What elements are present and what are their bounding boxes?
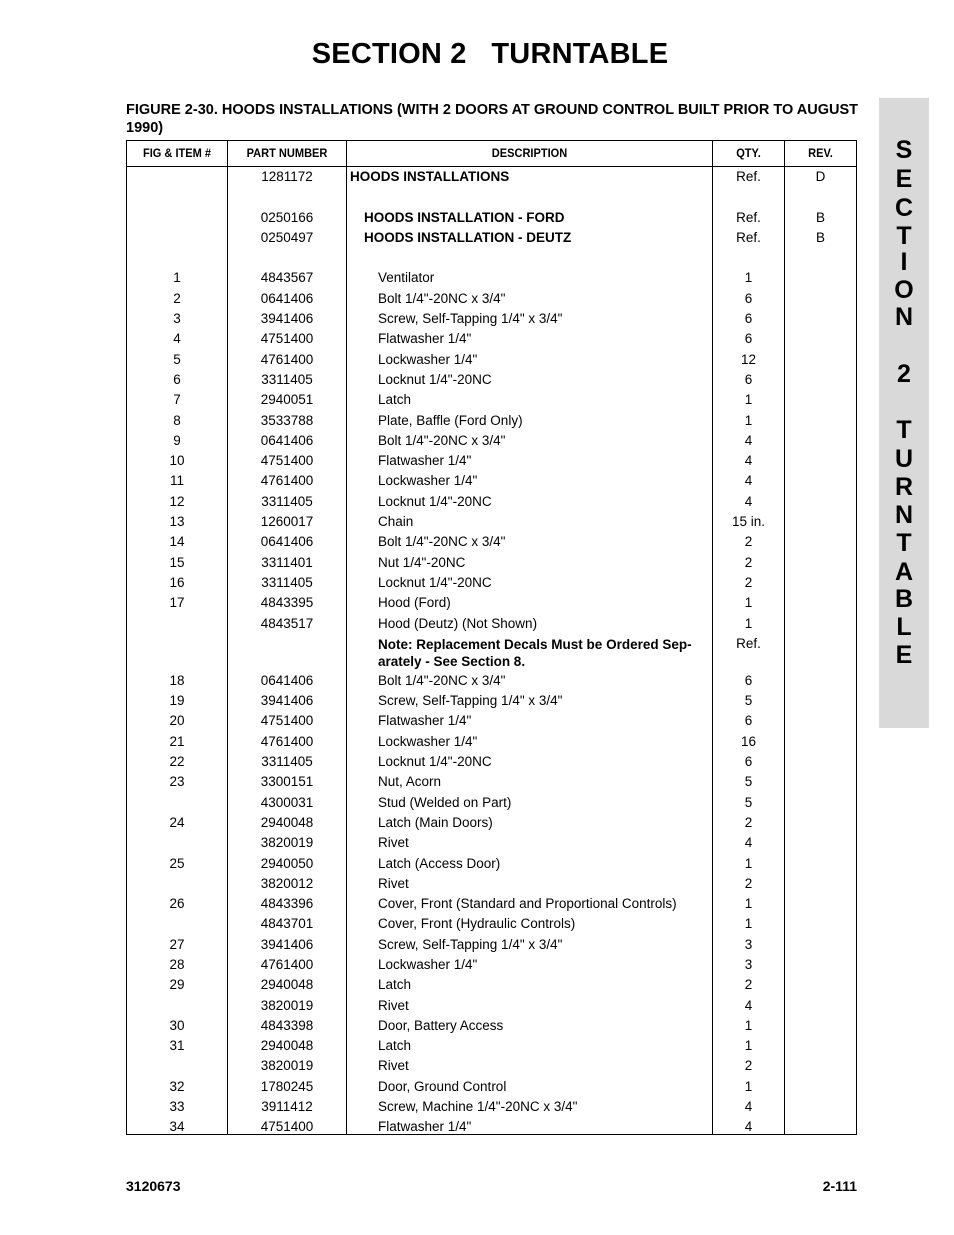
table-row: [127, 532, 856, 552]
fig-item-cell: 21: [169, 733, 185, 749]
part-number-cell: 2940048: [260, 814, 314, 830]
side-tab-letter: N: [894, 501, 914, 529]
fig-item-cell: 29: [169, 977, 185, 993]
table-row: [127, 955, 856, 975]
fig-item-cell: 18: [169, 672, 185, 688]
qty-cell: 1: [744, 1017, 753, 1033]
description-cell: Screw, Machine 1/4"-20NC x 3/4": [378, 1099, 578, 1115]
part-number-cell: 3941406: [260, 693, 314, 709]
part-number-cell: 1780245: [260, 1078, 314, 1094]
description-cell: Bolt 1/4"-20NC x 3/4": [378, 290, 506, 306]
fig-item-cell: 24: [169, 814, 185, 830]
side-tab-letter: C: [894, 194, 914, 222]
description-cell: Lockwasher 1/4": [378, 956, 478, 972]
table-row: [127, 914, 856, 934]
side-tab-letter: L: [896, 613, 912, 641]
qty-cell: 5: [744, 693, 753, 709]
fig-item-cell: 1: [173, 270, 181, 286]
description-cell: Latch (Main Doors): [378, 814, 493, 830]
side-tab-letter: 2: [897, 360, 911, 388]
table-row: [127, 471, 856, 491]
description-cell: Screw, Self-Tapping 1/4" x 3/4": [378, 311, 563, 327]
table-row: [127, 975, 856, 995]
qty-cell: 2: [744, 814, 753, 830]
description-cell: Cover, Front (Hydraulic Controls): [378, 916, 576, 932]
part-number-cell: 2940048: [260, 977, 314, 993]
table-row: [127, 874, 856, 894]
qty-cell: 12: [740, 351, 757, 367]
rev-cell: B: [815, 229, 825, 245]
side-tab-letter: T: [896, 529, 912, 557]
description-cell: Locknut 1/4"-20NC: [378, 754, 492, 770]
description-cell: Flatwasher 1/4": [378, 713, 472, 729]
qty-cell: Ref.: [736, 209, 761, 225]
table-row: [127, 512, 856, 532]
side-tab-letter: E: [895, 165, 913, 193]
figure-title: FIGURE 2-30. HOODS INSTALLATIONS (WITH 2 DOORS AT GROUND CONTROL BUILT PRIOR TO AUGUST 1990): [126, 102, 858, 136]
table-header: [127, 141, 856, 167]
table-row: [127, 228, 856, 248]
fig-item-cell: 2: [173, 290, 181, 306]
description-cell: Screw, Self-Tapping 1/4" x 3/4": [378, 693, 563, 709]
fig-item-cell: 26: [169, 896, 185, 912]
description-cell: Screw, Self-Tapping 1/4" x 3/4": [378, 936, 563, 952]
description-cell: Chain: [378, 514, 414, 530]
qty-cell: Ref.: [736, 169, 761, 184]
part-number-cell: 2940050: [260, 855, 314, 871]
table-row: [127, 268, 856, 288]
qty-cell: 1: [744, 855, 753, 871]
part-number-cell: 3911412: [261, 1099, 313, 1115]
side-tab-letter: O: [894, 276, 914, 304]
side-tab-letter: B: [894, 585, 914, 613]
fig-item-cell: 10: [169, 453, 185, 469]
description-cell: Lockwasher 1/4": [378, 473, 478, 489]
side-tab-letter: R: [894, 473, 914, 501]
part-number-cell: 3941406: [260, 311, 314, 327]
qty-cell: 1: [744, 270, 753, 286]
qty-cell: 2: [744, 534, 753, 550]
table-row: [127, 691, 856, 711]
col-header-part-number: PART NUMBER: [246, 146, 328, 160]
table-row: [127, 593, 856, 613]
qty-cell: 15 in.: [731, 514, 766, 530]
qty-cell: 2: [744, 554, 753, 570]
description-cell: Door, Battery Access: [378, 1017, 504, 1033]
part-number-cell: 0250497: [260, 229, 314, 245]
description-cell: HOODS INSTALLATION - DEUTZ: [364, 229, 572, 245]
fig-item-cell: 31: [169, 1038, 185, 1054]
fig-item-cell: 23: [169, 774, 185, 790]
table-row: [127, 996, 856, 1016]
part-number-cell: 4843701: [260, 916, 314, 932]
table-row: [127, 573, 856, 593]
part-number-cell: 4300031: [260, 794, 314, 810]
table-row: [127, 711, 856, 731]
qty-cell: 6: [744, 713, 753, 729]
description-cell: Hood (Deutz) (Not Shown): [378, 615, 538, 631]
part-number-cell: 3820019: [260, 835, 314, 851]
table-row: [127, 289, 856, 309]
side-tab-letter: T: [896, 416, 912, 444]
col-header-fig-item: FIG & ITEM #: [142, 146, 212, 160]
part-number-cell: 1260017: [260, 514, 314, 530]
fig-item-cell: 5: [173, 351, 181, 367]
table-row: [127, 370, 856, 390]
table-row: [127, 1077, 856, 1097]
part-number-cell: 2940048: [260, 1038, 314, 1054]
description-cell: Lockwasher 1/4": [378, 733, 478, 749]
table-row: [127, 390, 856, 410]
fig-item-cell: 9: [173, 432, 181, 448]
qty-cell: 6: [744, 754, 753, 770]
description-cell: Bolt 1/4"-20NC x 3/4": [378, 534, 506, 550]
qty-cell: 3: [744, 956, 753, 972]
table-row: [127, 671, 856, 691]
description-cell: Locknut 1/4"-20NC: [378, 574, 492, 590]
table-row: [127, 329, 856, 349]
description-cell: Rivet: [378, 835, 409, 851]
fig-item-cell: 3: [173, 311, 181, 327]
qty-cell: 4: [744, 453, 753, 469]
table-body: [127, 167, 856, 1138]
side-tab-letter: T: [896, 222, 912, 250]
part-number-cell: 4761400: [260, 351, 314, 367]
qty-cell: Ref.: [736, 635, 761, 651]
qty-cell: 1: [744, 1078, 753, 1094]
table-row: [127, 553, 856, 573]
part-number-cell: 0641406: [260, 432, 314, 448]
description-cell: Lockwasher 1/4": [378, 351, 478, 367]
table-row: [127, 208, 856, 228]
table-row: [127, 854, 856, 874]
description-cell: Bolt 1/4"-20NC x 3/4": [378, 432, 506, 448]
section-side-tab: [879, 98, 929, 728]
description-cell: Note: Replacement Decals Must be Ordered Sep-arately - See Section 8.: [378, 636, 692, 669]
qty-cell: 1: [744, 595, 753, 611]
page-number: 2-111: [822, 1178, 857, 1194]
qty-cell: 1: [744, 615, 753, 631]
table-row: [127, 167, 856, 187]
table-row: [127, 1016, 856, 1036]
part-number-cell: 3820019: [260, 997, 314, 1013]
table-row: [127, 935, 856, 955]
fig-item-cell: 20: [169, 713, 185, 729]
table-row: [127, 431, 856, 451]
description-cell: Stud (Welded on Part): [378, 794, 512, 810]
part-number-cell: 4843517: [260, 615, 314, 631]
fig-item-cell: 12: [169, 493, 185, 509]
part-number-cell: 3311405: [261, 574, 313, 590]
col-header-description: DESCRIPTION: [491, 146, 568, 160]
part-number-cell: 3311405: [261, 371, 313, 387]
description-cell: HOODS INSTALLATION - FORD: [364, 209, 565, 225]
description-cell: Rivet: [378, 875, 409, 891]
description-cell: Latch: [378, 392, 412, 408]
table-row: [127, 309, 856, 329]
qty-cell: 4: [744, 473, 753, 489]
qty-cell: 6: [744, 331, 753, 347]
fig-item-cell: 7: [173, 392, 181, 408]
description-cell: Ventilator: [378, 270, 435, 286]
part-number-cell: 4761400: [260, 473, 314, 489]
fig-item-cell: 30: [169, 1017, 185, 1033]
description-cell: Rivet: [378, 1058, 409, 1074]
fig-item-cell: 32: [169, 1078, 185, 1094]
description-cell: Cover, Front (Standard and Proportional Controls): [378, 896, 677, 912]
description-cell: Flatwasher 1/4": [378, 453, 472, 469]
qty-cell: Ref.: [736, 229, 761, 245]
qty-cell: 6: [744, 290, 753, 306]
qty-cell: 5: [744, 794, 753, 810]
part-number-cell: 4761400: [260, 956, 314, 972]
description-cell: HOODS INSTALLATIONS: [350, 169, 510, 184]
qty-cell: 2: [744, 977, 753, 993]
table-row: [127, 732, 856, 752]
fig-item-cell: 28: [169, 956, 185, 972]
fig-item-cell: 16: [169, 574, 185, 590]
rev-cell: D: [815, 169, 826, 184]
side-tab-letter: E: [895, 641, 913, 669]
description-cell: Nut, Acorn: [378, 774, 442, 790]
part-number-cell: 3300151: [260, 774, 314, 790]
col-header-rev: REV.: [808, 146, 833, 160]
fig-item-cell: 33: [169, 1099, 185, 1115]
side-tab-letter: N: [894, 303, 914, 331]
qty-cell: 6: [744, 672, 753, 688]
table-row: [127, 614, 856, 634]
part-number-cell: 4761400: [260, 733, 314, 749]
fig-item-cell: 22: [169, 754, 185, 770]
table-row: [127, 1097, 856, 1117]
qty-cell: 4: [744, 997, 753, 1013]
description-cell: Latch: [378, 977, 412, 993]
part-number-cell: 3533788: [260, 412, 314, 428]
qty-cell: 6: [744, 371, 753, 387]
section-title: SECTION 2 TURNTABLE: [311, 38, 669, 70]
fig-item-cell: 25: [169, 855, 185, 871]
table-row: [127, 492, 856, 512]
qty-cell: 1: [744, 1038, 753, 1054]
qty-cell: 4: [744, 432, 753, 448]
part-number-cell: 0250166: [260, 209, 314, 225]
document-number: 3120673: [126, 1178, 181, 1194]
fig-item-cell: 19: [169, 693, 185, 709]
part-number-cell: 3311405: [261, 754, 313, 770]
part-number-cell: 4751400: [260, 713, 314, 729]
part-number-cell: 4751400: [260, 453, 314, 469]
qty-cell: 4: [744, 1099, 753, 1115]
part-number-cell: 4751400: [260, 1119, 314, 1135]
qty-cell: 1: [744, 916, 753, 932]
fig-item-cell: 17: [169, 595, 185, 611]
description-cell: Latch (Access Door): [378, 855, 501, 871]
rev-cell: B: [815, 209, 825, 225]
side-tab-letter: U: [894, 445, 914, 473]
fig-item-cell: 11: [169, 473, 184, 489]
qty-cell: 2: [744, 1058, 753, 1074]
part-number-cell: 4843395: [260, 595, 314, 611]
side-tab-letter: A: [894, 558, 914, 586]
part-number-cell: 3311405: [261, 493, 313, 509]
table-row: [127, 187, 856, 207]
qty-cell: 3: [744, 936, 753, 952]
part-number-cell: 4843398: [260, 1017, 314, 1033]
qty-cell: 2: [744, 875, 753, 891]
table-row: [127, 833, 856, 853]
table-row: [127, 772, 856, 792]
fig-item-cell: 27: [169, 936, 185, 952]
part-number-cell: 3311401: [261, 554, 313, 570]
qty-cell: 1: [744, 412, 753, 428]
qty-cell: 5: [744, 774, 753, 790]
table-row: [127, 1056, 856, 1076]
qty-cell: 1: [744, 896, 753, 912]
description-cell: Locknut 1/4"-20NC: [378, 371, 492, 387]
part-number-cell: 2940051: [260, 392, 314, 408]
qty-cell: 1: [744, 392, 753, 408]
table-row: [127, 350, 856, 370]
table-row: [127, 793, 856, 813]
side-tab-letter: S: [895, 136, 913, 164]
qty-cell: 6: [744, 311, 753, 327]
description-cell: Door, Ground Control: [378, 1078, 507, 1094]
col-header-qty: QTY.: [736, 146, 761, 160]
description-cell: Bolt 1/4"-20NC x 3/4": [378, 672, 506, 688]
table-row: [127, 1036, 856, 1056]
table-row: [127, 894, 856, 914]
part-number-cell: 3820019: [260, 1058, 314, 1074]
fig-item-cell: 4: [173, 331, 181, 347]
part-number-cell: 0641406: [260, 290, 314, 306]
part-number-cell: 3820012: [260, 875, 314, 891]
qty-cell: 4: [744, 835, 753, 851]
fig-item-cell: 13: [169, 514, 185, 530]
description-cell: Nut 1/4"-20NC: [378, 554, 466, 570]
parts-table: [126, 140, 857, 1135]
table-row: [127, 813, 856, 833]
part-number-cell: 4751400: [260, 331, 314, 347]
qty-cell: 2: [744, 574, 753, 590]
fig-item-cell: 6: [173, 371, 181, 387]
table-row: [127, 411, 856, 431]
table-row: [127, 752, 856, 772]
description-cell: Flatwasher 1/4": [378, 331, 472, 347]
part-number-cell: 1281172: [261, 169, 313, 184]
fig-item-cell: 15: [169, 554, 185, 570]
part-number-cell: 4843396: [260, 896, 314, 912]
part-number-cell: 0641406: [260, 672, 314, 688]
description-cell: Flatwasher 1/4": [378, 1119, 472, 1135]
part-number-cell: 0641406: [260, 534, 314, 550]
qty-cell: 4: [744, 1119, 753, 1135]
description-cell: Latch: [378, 1038, 412, 1054]
fig-item-cell: 34: [169, 1119, 185, 1135]
qty-cell: 16: [740, 733, 757, 749]
description-cell: Locknut 1/4"-20NC: [378, 493, 492, 509]
fig-item-cell: 8: [173, 412, 181, 428]
fig-item-cell: 14: [169, 534, 185, 550]
side-tab-letter: I: [900, 248, 908, 276]
table-row: [127, 634, 856, 671]
part-number-cell: 4843567: [260, 270, 314, 286]
qty-cell: 4: [744, 493, 753, 509]
description-cell: Hood (Ford): [378, 595, 451, 611]
part-number-cell: 3941406: [260, 936, 314, 952]
table-row: [127, 248, 856, 268]
description-cell: Plate, Baffle (Ford Only): [378, 412, 523, 428]
table-row: [127, 451, 856, 471]
table-row: [127, 1117, 856, 1137]
description-cell: Rivet: [378, 997, 409, 1013]
